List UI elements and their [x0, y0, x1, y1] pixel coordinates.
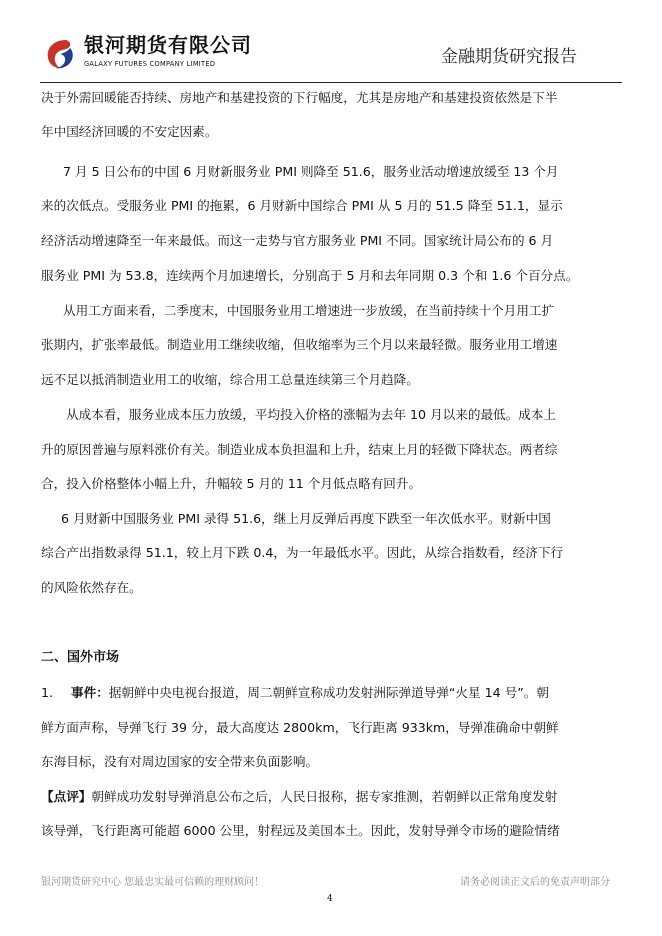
body-line: 决于外需回暖能否持续、房地产和基建投资的下行幅度，尤其是房地产和基建投资依然是下半: [41, 90, 558, 105]
body-line: 7 月 5 日公布的中国 6 月财新服务业 PMI 则降至 51.6，服务业活动增速放缓至 13 个月: [63, 164, 559, 179]
body-line: 张期内，扩张率最低。制造业用工继续收缩，但收缩率为三个月以来最轻微。服务业用工增速: [41, 337, 558, 352]
body-line: 从成本看，服务业成本压力放缓，平均投入价格的涨幅为去年 10 月以来的最低。成本上: [66, 407, 557, 422]
event-text: 据朝鲜中央电视台报道，周二朝鲜宣称成功发射洲际弹道导弹“火星 14 号”。朝: [108, 685, 549, 700]
body-line: 6 月财新中国服务业 PMI 录得 51.6，继上月反弹后再度下跌至一年次低水平。财新中国: [61, 511, 551, 526]
company-name-cn: 银河期货有限公司: [84, 33, 252, 57]
comment-text: 朝鲜成功发射导弹消息公布之后，人民日报称，据专家推测，若朝鲜以正常角度发射: [91, 789, 558, 804]
company-name-en: GALAXY FUTURES COMPANY LIMITED: [84, 60, 216, 68]
body-line: 的风险依然存在。: [41, 580, 142, 595]
body-line: 合，投入价格整体小幅上升，升幅较 5 月的 11 个月低点略有回升。: [41, 476, 422, 491]
event-line: [41, 685, 549, 701]
footer-disclaimer: 请务必阅读正文后的免责声明部分: [460, 877, 610, 888]
body-line: 综合产出指数录得 51.1，较上月下跌 0.4，为一年最低水平。因此，从综合指数看，经济下行: [41, 545, 564, 560]
body-line: 鲜方面声称，导弹飞行 39 分，最大高度达 2800km，飞行距离 933km，导弹准确命中朝鲜: [41, 720, 559, 735]
body-line: 年中国经济回暖的不安定因素。: [41, 124, 218, 139]
body-line: 从用工方面来看，二季度末，中国服务业用工增速进一步放缓，在当前持续十个月用工扩: [63, 303, 555, 318]
body-line: 服务业 PMI 为 53.8，连续两个月加速增长，分别高于 5 月和去年同期 0.3 个和 1.6 个百分点。: [41, 268, 579, 283]
body-line: 东海目标，没有对周边国家的安全带来负面影响。: [41, 754, 319, 769]
item-number: 1.: [41, 685, 54, 700]
body-line: 远不足以抵消制造业用工的收缩，综合用工总量连续第三个月趋降。: [41, 372, 419, 387]
report-title: 金融期货研究报告: [441, 47, 577, 67]
footer-slogan: 银河期货研究中心 您最忠实最可信赖的理财顾问！: [41, 877, 265, 888]
body-line: 该导弹，飞行距离可能超 6000 公里，射程远及美国本土。因此，发射导弹令市场的避险情绪: [41, 823, 560, 838]
comment-line: [41, 789, 557, 805]
event-label: 事件：: [71, 685, 109, 700]
header-divider: [40, 82, 622, 83]
section-heading: 二、国外市场: [41, 650, 120, 665]
page-number: 4: [327, 894, 333, 904]
body-line: 经济活动增速降至一年来最低。而这一走势与官方服务业 PMI 不同。国家统计局公布的 6 月: [41, 233, 554, 248]
galaxy-logo-icon: [44, 38, 80, 74]
body-line: 升的原因普遍与原料涨价有关。制造业成本负担温和上升，结束上月的轻微下降状态。两者综: [41, 442, 558, 457]
body-line: 来的次低点。受服务业 PMI 的拖累，6 月财新中国综合 PMI 从 5 月的 51.5 降至 51.1，显示: [41, 198, 563, 213]
comment-label: 【点评】: [41, 789, 92, 804]
